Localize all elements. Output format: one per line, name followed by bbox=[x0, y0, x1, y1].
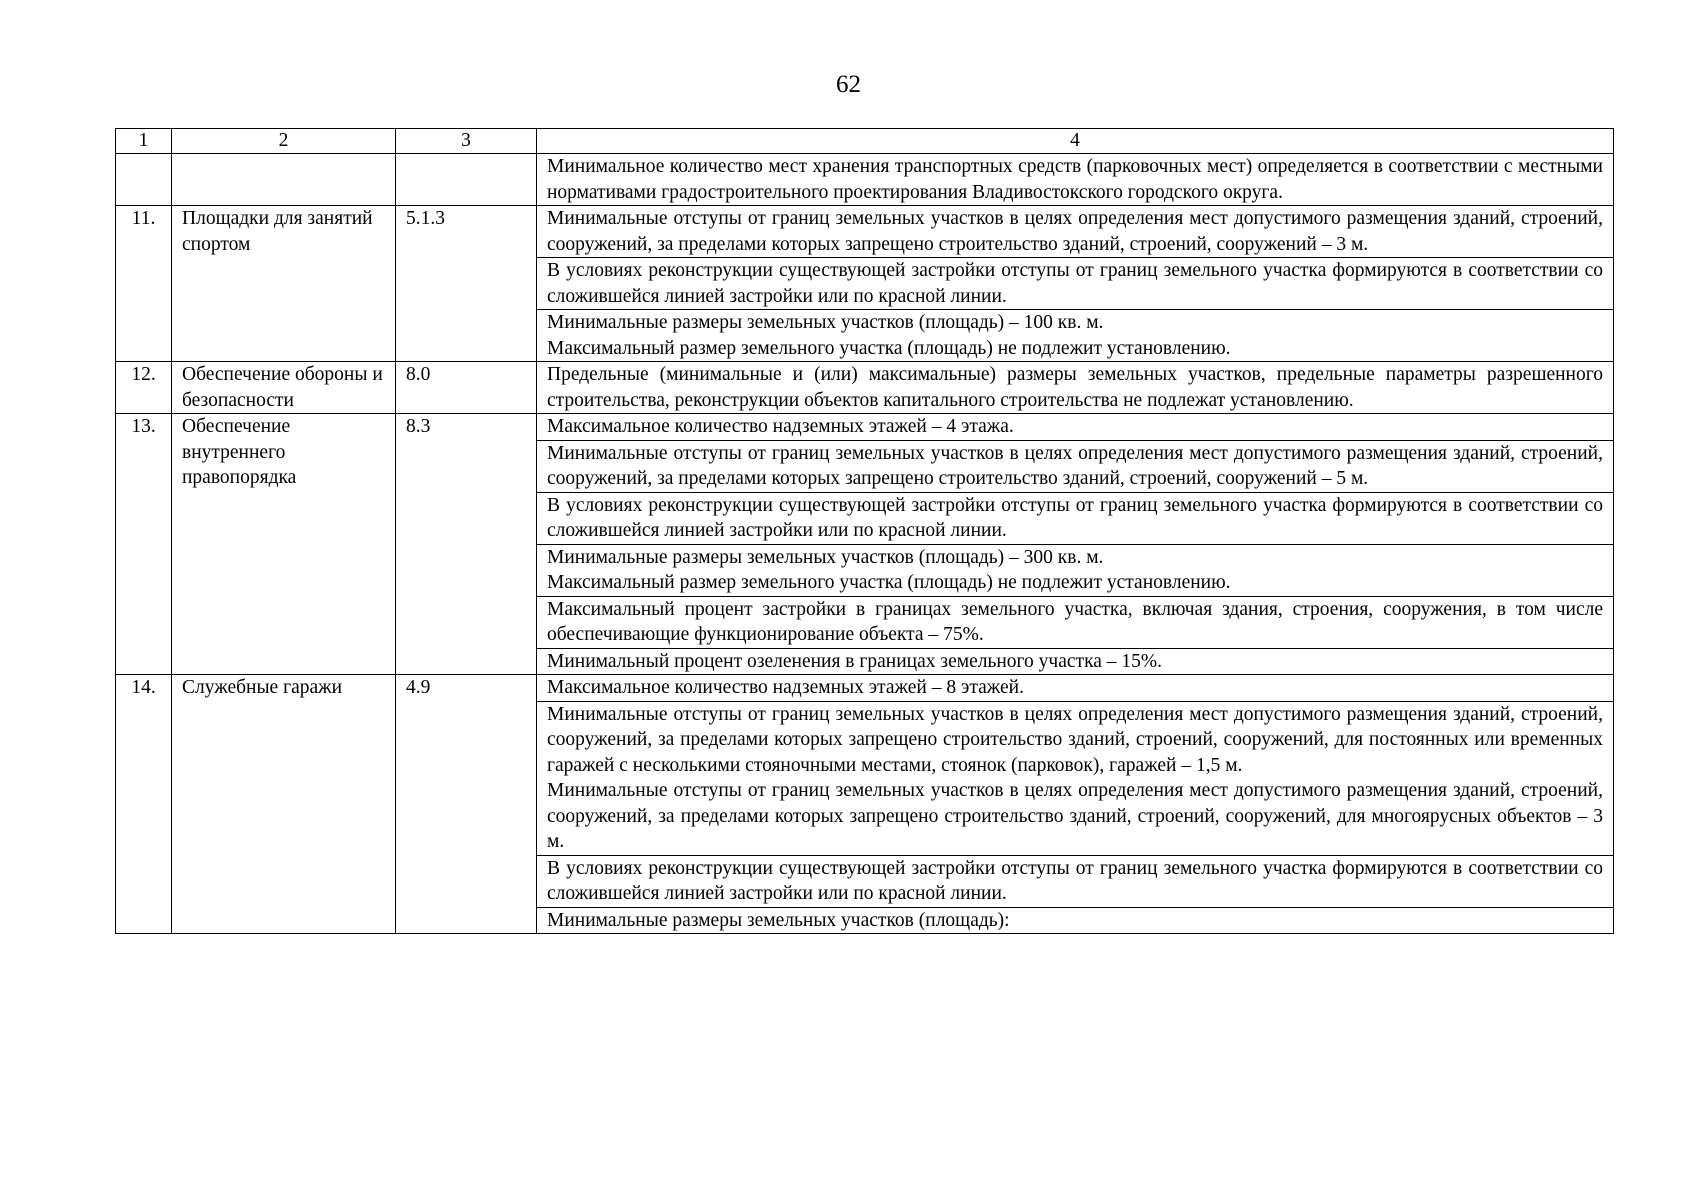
parameter-cell bbox=[537, 362, 1614, 414]
parameter-text: Максимальное количество надземных этажей – 8 этажей. bbox=[547, 677, 1024, 698]
parameter-text: Минимальные отступы от границ земельных участков в целях определения мест допустимого размещения зданий, строений, сооружений, за пределами которых запрещено строительство зданий, строений, сооружений – 5 м. bbox=[547, 442, 1603, 489]
parameter-cell bbox=[537, 154, 1614, 206]
parameter-cell bbox=[537, 206, 1614, 258]
table-row bbox=[116, 414, 1614, 441]
parameter-text: Минимальные отступы от границ земельных участков в целях определения мест допустимого размещения зданий, строений, сооружений, за пределами которых запрещено строительство зданий, строений, сооружений – 3 м. bbox=[547, 208, 1603, 255]
parameter-text: Предельные (минимальные и (или) максимальные) размеры земельных участков, предельные параметры разрешенного строительства, реконструкции объектов капитального строительства не подлежат установлению. bbox=[547, 364, 1603, 411]
parameter-text: Максимальный размер земельного участка (площадь) не подлежит установлению. bbox=[547, 337, 1231, 359]
use-type-code-cell bbox=[396, 154, 537, 206]
header-cell-3: 3 bbox=[396, 129, 537, 154]
use-type-name-cell: Служебные гаражи bbox=[172, 675, 396, 934]
parameter-text: В условиях реконструкции существующей застройки отступы от границ земельного участка формируются в соответствии со сложившейся линией застройки или по красной линии. bbox=[547, 857, 1603, 904]
row-number-cell: 11. bbox=[116, 206, 172, 362]
parameter-text: Минимальные размеры земельных участков (площадь): bbox=[547, 909, 1010, 931]
parameter-text: Минимальные размеры земельных участков (площадь) – 100 кв. м. bbox=[547, 312, 1104, 333]
parameter-text: Максимальное количество надземных этажей – 4 этажа. bbox=[547, 416, 1014, 437]
header-cell-4: 4 bbox=[537, 129, 1614, 154]
parameter-cell bbox=[537, 310, 1614, 362]
table-row bbox=[116, 675, 1614, 702]
use-type-code-cell: 5.1.3 bbox=[396, 206, 537, 362]
parameter-text: Максимальный процент застройки в границах земельного участка, включая здания, строения, сооружения, в том числе обеспечивающие функционирование объекта – 75%. bbox=[547, 598, 1603, 645]
table-row bbox=[116, 206, 1614, 258]
row-number-cell bbox=[116, 154, 172, 206]
parameter-cell bbox=[537, 907, 1614, 934]
header-cell-2: 2 bbox=[172, 129, 396, 154]
use-type-name-cell: Площадки для занятий спортом bbox=[172, 206, 396, 362]
parameter-text: Максимальный размер земельного участка (площадь) не подлежит установлению. bbox=[547, 572, 1231, 593]
parameter-text: В условиях реконструкции существующей застройки отступы от границ земельного участка формируются в соответствии со сложившейся линией застройки или по красной линии. bbox=[547, 494, 1603, 541]
use-type-name-cell: Обеспечение обороны и безопасности bbox=[172, 362, 396, 414]
page-number: 62 bbox=[836, 71, 861, 98]
use-type-code-cell: 4.9 bbox=[396, 675, 537, 934]
parameter-cell bbox=[537, 492, 1614, 544]
use-type-code-cell: 8.3 bbox=[396, 414, 537, 675]
parameter-text: В условиях реконструкции существующей застройки отступы от границ земельного участка формируются в соответствии со сложившейся линией застройки или по красной линии. bbox=[547, 260, 1603, 307]
parameter-cell bbox=[537, 701, 1614, 855]
parameter-cell bbox=[537, 414, 1614, 441]
parameter-cell bbox=[537, 258, 1614, 310]
parameter-text: Минимальное количество мест хранения транспортных средств (парковочных мест) определяется в соответствии с местными нормативами градостроительного проектирования Владивостокского городского округа. bbox=[547, 156, 1603, 203]
parameter-cell bbox=[537, 596, 1614, 648]
use-type-name-cell: Обеспечение внутреннего правопорядка bbox=[172, 414, 396, 675]
parameter-cell bbox=[537, 675, 1614, 702]
parameter-cell bbox=[537, 544, 1614, 596]
parameter-cell bbox=[537, 648, 1614, 675]
parameter-text: Минимальный процент озеленения в границах земельного участка – 15%. bbox=[547, 650, 1163, 672]
use-type-name-cell bbox=[172, 154, 396, 206]
row-number-cell: 12. bbox=[116, 362, 172, 414]
parameter-text: Минимальные отступы от границ земельных участков в целях определения мест допустимого размещения зданий, строений, сооружений, за пределами которых запрещено строительство зданий, строений, сооружений, для многоярусных объектов – 3 м. bbox=[547, 780, 1603, 852]
header-cell-1: 1 bbox=[116, 129, 172, 154]
parameter-cell bbox=[537, 440, 1614, 492]
table-row bbox=[116, 154, 1614, 206]
table-header-row bbox=[116, 129, 1614, 154]
parameter-cell bbox=[537, 855, 1614, 907]
row-number-cell: 13. bbox=[116, 414, 172, 675]
use-type-code-cell: 8.0 bbox=[396, 362, 537, 414]
parameter-text: Минимальные размеры земельных участков (площадь) – 300 кв. м. bbox=[547, 546, 1104, 568]
regulations-table bbox=[115, 128, 1614, 934]
parameter-text: Минимальные отступы от границ земельных участков в целях определения мест допустимого размещения зданий, строений, сооружений, за пределами которых запрещено строительство зданий, строений, сооружений, для постоянных или временных гаражей с несколькими стояночными местами, стоянок (парковок), гаражей – 1,5 м. bbox=[547, 703, 1603, 776]
row-number-cell: 14. bbox=[116, 675, 172, 934]
table-row bbox=[116, 362, 1614, 414]
